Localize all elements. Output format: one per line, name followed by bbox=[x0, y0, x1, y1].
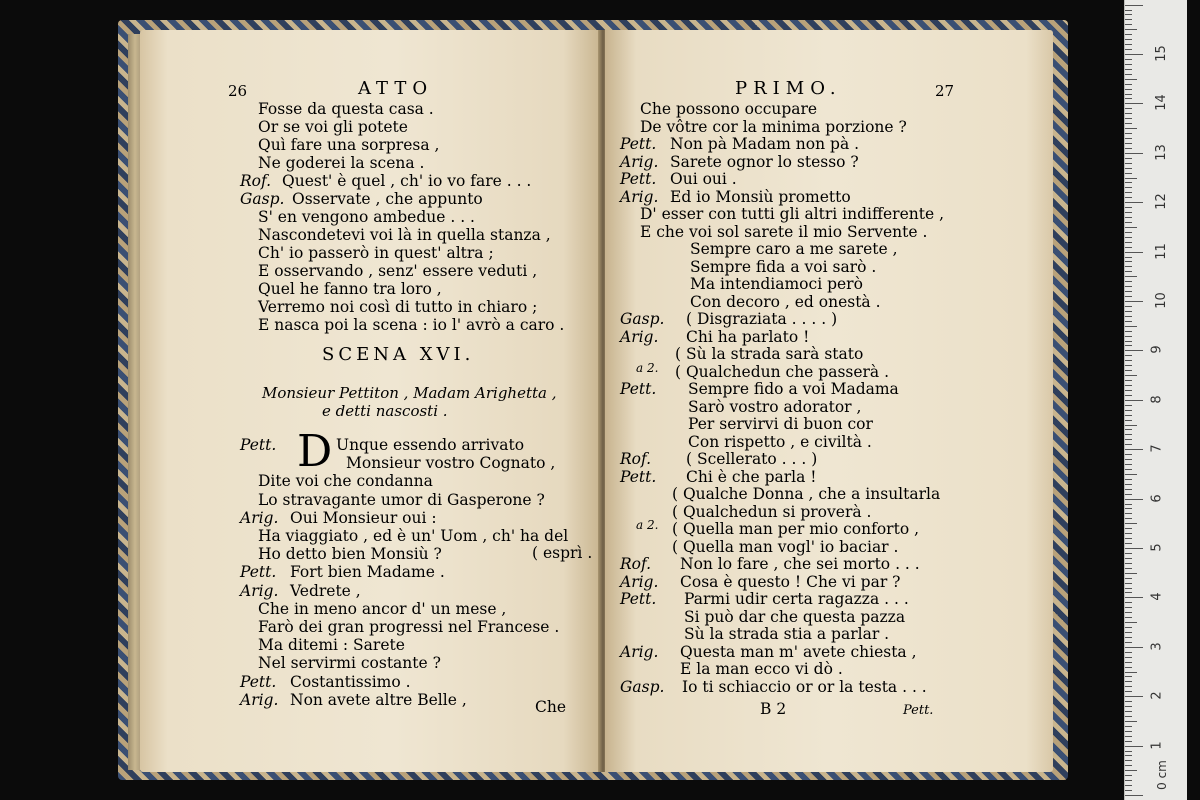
verse-line: Non pà Madam non pà . bbox=[670, 135, 860, 153]
speaker-label: Pett. bbox=[620, 380, 657, 398]
ruler-tick bbox=[1125, 607, 1132, 608]
verse-line: Chi è che parla ! bbox=[686, 467, 817, 486]
ruler-tick bbox=[1125, 657, 1132, 658]
ruler-tick bbox=[1125, 770, 1137, 771]
ruler-tick bbox=[1125, 375, 1137, 376]
ruler-tick bbox=[1125, 548, 1143, 549]
ruler-tick bbox=[1125, 523, 1137, 524]
verse-line: Quì fare una sorpresa , bbox=[258, 136, 440, 154]
ruler-tick bbox=[1125, 415, 1132, 416]
verse-line: Questa man m' avete chiesta , bbox=[680, 642, 917, 661]
ruler-tick bbox=[1125, 513, 1132, 514]
ruler-tick bbox=[1125, 686, 1132, 687]
verse-line: Farò dei gran progressi nel Francese . bbox=[258, 618, 560, 636]
ruler-tick bbox=[1125, 306, 1132, 307]
ruler-tick bbox=[1125, 755, 1132, 756]
ruler-tick bbox=[1125, 429, 1132, 430]
ruler-tick bbox=[1125, 627, 1132, 628]
verse-line: E nasca poi la scena : io l' avrò a caro . bbox=[258, 316, 565, 334]
verse-line: Chi ha parlato ! bbox=[686, 327, 810, 346]
verse-line: Lo stravagante umor di Gasperone ? bbox=[258, 490, 545, 509]
ruler-tick bbox=[1125, 207, 1132, 208]
ruler-tick bbox=[1125, 341, 1132, 342]
ruler-tick bbox=[1125, 148, 1132, 149]
ruler-tick bbox=[1125, 261, 1132, 262]
verse-line: Quest' è quel , ch' io vo fare . . . bbox=[282, 172, 532, 190]
ruler-tick bbox=[1125, 5, 1143, 6]
ruler-tick bbox=[1125, 390, 1132, 391]
ruler-tick bbox=[1125, 89, 1132, 90]
ruler-tick bbox=[1125, 138, 1132, 139]
ruler-number: 7 bbox=[1149, 444, 1165, 453]
verse-line: Osservate , che appunto bbox=[292, 190, 483, 208]
ruler-tick bbox=[1125, 775, 1132, 776]
ruler-number: 4 bbox=[1149, 592, 1165, 602]
ruler-tick bbox=[1125, 168, 1132, 169]
ruler-tick bbox=[1125, 563, 1132, 564]
ruler-number: 8 bbox=[1149, 395, 1165, 404]
ruler-tick bbox=[1125, 672, 1137, 673]
ruler-tick bbox=[1125, 69, 1132, 70]
ruler-number: 10 bbox=[1153, 292, 1169, 309]
verse-line: Oui Monsieur oui : bbox=[290, 508, 437, 527]
ruler-tick bbox=[1125, 395, 1132, 396]
ruler-number: 11 bbox=[1153, 242, 1169, 260]
speaker-label: Gasp. bbox=[620, 310, 665, 328]
verse-line: Ha viaggiato , ed è un' Uom , ch' ha del bbox=[258, 527, 569, 545]
ruler-tick bbox=[1125, 588, 1132, 589]
ruler-tick bbox=[1125, 736, 1132, 737]
ruler-tick bbox=[1125, 676, 1132, 677]
verse-line: Parmi udir certa ragazza . . . bbox=[684, 590, 909, 608]
ruler-tick bbox=[1125, 785, 1132, 786]
ruler-tick bbox=[1125, 345, 1132, 346]
verse-line: Che possono occupare bbox=[640, 100, 818, 118]
ruler-tick bbox=[1125, 98, 1132, 99]
drop-cap: D bbox=[297, 426, 333, 477]
ruler-tick bbox=[1125, 667, 1132, 668]
speaker-label: Arig. bbox=[240, 581, 279, 600]
ruler-tick bbox=[1125, 508, 1132, 509]
ruler-tick bbox=[1125, 222, 1132, 223]
ruler-tick bbox=[1125, 612, 1132, 613]
ruler-tick bbox=[1125, 568, 1132, 569]
verse-line: ( Scellerato . . . ) bbox=[686, 450, 818, 468]
ruler-tick bbox=[1125, 163, 1132, 164]
ruler-tick bbox=[1125, 311, 1132, 312]
ruler-tick bbox=[1125, 34, 1132, 35]
verse-line: Ne goderei la scena . bbox=[258, 154, 425, 172]
ruler-number: 15 bbox=[1153, 45, 1169, 62]
ruler-tick bbox=[1125, 178, 1137, 179]
verse-line: Con decoro , ed onestà . bbox=[690, 292, 881, 311]
ruler-tick bbox=[1125, 173, 1132, 174]
verse-line: Fort bien Madame . bbox=[290, 563, 445, 582]
verse-line: Unque essendo arrivato bbox=[336, 436, 525, 454]
ruler-tick bbox=[1125, 760, 1132, 761]
ruler-tick bbox=[1125, 543, 1132, 544]
ruler-number: 3 bbox=[1149, 642, 1165, 651]
ruler-tick bbox=[1125, 336, 1132, 337]
speaker-label: Gasp. bbox=[240, 190, 285, 208]
ruler-tick bbox=[1125, 187, 1132, 188]
speaker-label: Pett. bbox=[240, 436, 277, 454]
ruler-tick bbox=[1125, 425, 1137, 426]
verse-line: Nascondetevi voi là in quella stanza , bbox=[258, 226, 551, 244]
ruler-tick bbox=[1125, 331, 1132, 332]
scene-description: Monsieur Pettiton , Madam Arighetta , bbox=[262, 384, 557, 402]
ruler-tick bbox=[1125, 637, 1132, 638]
ruler-number: 12 bbox=[1153, 193, 1169, 210]
verse-line: Monsieur vostro Cognato , bbox=[346, 454, 556, 473]
ruler-tick bbox=[1125, 746, 1143, 747]
ruler-tick bbox=[1125, 642, 1132, 643]
ruler-tick bbox=[1125, 681, 1132, 682]
speaker-label: Arig. bbox=[240, 508, 279, 527]
ruler-tick bbox=[1125, 370, 1132, 371]
verse-line: Verremo noi così di tutto in chiaro ; bbox=[258, 298, 538, 316]
ruler-tick bbox=[1125, 499, 1143, 500]
ruler-tick bbox=[1125, 647, 1143, 648]
verse-line: Vedrete , bbox=[290, 581, 361, 600]
ruler-tick bbox=[1125, 454, 1132, 455]
ruler-tick bbox=[1125, 94, 1132, 95]
left-page-number: 26 bbox=[228, 82, 248, 100]
ruler-tick bbox=[1125, 217, 1132, 218]
speaker-label: Arig. bbox=[620, 187, 659, 206]
speaker-label: Pett. bbox=[620, 590, 657, 608]
verse-line: ( Quella man vogl' io baciar . bbox=[672, 537, 899, 556]
ruler-tick bbox=[1125, 696, 1143, 697]
speaker-label: Arig. bbox=[620, 152, 659, 171]
ruler-number: 1 bbox=[1149, 740, 1165, 750]
ruler-unit: 0 cm bbox=[1154, 760, 1169, 790]
ruler-tick bbox=[1125, 39, 1132, 40]
ruler-tick bbox=[1125, 24, 1132, 25]
ruler-tick bbox=[1125, 227, 1137, 228]
ruler-number: 9 bbox=[1149, 345, 1165, 355]
speaker-label: Rof. bbox=[620, 450, 652, 468]
verse-line: Ma intendiamoci però bbox=[690, 275, 863, 293]
ruler-number: 6 bbox=[1149, 493, 1165, 503]
ruler-tick bbox=[1125, 54, 1143, 55]
ruler-tick bbox=[1125, 257, 1132, 258]
speaker-label: Pett. bbox=[620, 135, 657, 153]
ruler-tick bbox=[1125, 271, 1132, 272]
verse-line: ( Quella man per mio conforto , bbox=[672, 520, 920, 538]
ruler-tick bbox=[1125, 291, 1132, 292]
ruler-tick bbox=[1125, 449, 1143, 450]
ruler-tick bbox=[1125, 286, 1132, 287]
ruler-tick bbox=[1125, 385, 1132, 386]
ruler-tick bbox=[1125, 316, 1132, 317]
ruler-tick bbox=[1125, 464, 1132, 465]
ruler-tick bbox=[1125, 182, 1132, 183]
verse-line: Quel he fanno tra loro , bbox=[258, 280, 442, 298]
verse-line: Ho detto bien Monsiù ? bbox=[258, 545, 442, 564]
ruler-tick bbox=[1125, 252, 1143, 253]
ruler-tick bbox=[1125, 202, 1143, 203]
verse-line: Or se voi gli potete bbox=[258, 118, 408, 136]
ruler-tick bbox=[1125, 420, 1132, 421]
ruler-tick bbox=[1125, 701, 1132, 702]
verse-line: S' en vengono ambedue . . . bbox=[258, 208, 475, 226]
ruler-tick bbox=[1125, 617, 1132, 618]
a2-label: a 2. bbox=[636, 518, 659, 532]
ruler-tick bbox=[1125, 632, 1132, 633]
ruler-tick bbox=[1125, 242, 1132, 243]
ruler-tick bbox=[1125, 652, 1132, 653]
ruler-tick bbox=[1125, 444, 1132, 445]
ruler-tick bbox=[1125, 434, 1132, 435]
verse-line: ( Qualchedun si proverà . bbox=[672, 502, 872, 521]
ruler-tick bbox=[1125, 716, 1132, 717]
ruler-tick bbox=[1125, 296, 1132, 297]
ruler-tick bbox=[1125, 301, 1143, 302]
verse-line: E che voi sol sarete il mio Servente . bbox=[640, 222, 928, 241]
verse-line: Si può dar che questa pazza bbox=[684, 607, 906, 626]
scene-description-2: e detti nascosti . bbox=[322, 402, 448, 420]
speaker-label: Arig. bbox=[620, 327, 659, 346]
ruler-tick bbox=[1125, 533, 1132, 534]
ruler-tick bbox=[1125, 439, 1132, 440]
verse-line: Ch' io passerò in quest' altra ; bbox=[258, 244, 494, 262]
ruler-tick bbox=[1125, 360, 1132, 361]
ruler-tick bbox=[1125, 741, 1132, 742]
verse-line: Con rispetto , e civiltà . bbox=[688, 432, 872, 451]
ruler-tick bbox=[1125, 558, 1132, 559]
verse-line: Sù la strada stia a parlar . bbox=[684, 625, 890, 643]
right-page-number: 27 bbox=[935, 82, 955, 100]
signature-mark: B 2 bbox=[760, 700, 787, 718]
ruler-tick bbox=[1125, 469, 1132, 470]
ruler-tick bbox=[1125, 706, 1132, 707]
speaker-label: Arig. bbox=[620, 642, 659, 661]
ruler-tick bbox=[1125, 459, 1132, 460]
ruler-tick bbox=[1125, 780, 1132, 781]
ruler-tick bbox=[1125, 133, 1132, 134]
ruler-tick bbox=[1125, 602, 1132, 603]
ruler-number: 14 bbox=[1153, 94, 1169, 112]
ruler-tick bbox=[1125, 64, 1132, 65]
ruler-number: 2 bbox=[1149, 691, 1165, 700]
ruler-tick bbox=[1125, 237, 1132, 238]
ruler-tick bbox=[1125, 380, 1132, 381]
verse-line: E osservando , senz' essere veduti , bbox=[258, 262, 538, 280]
verse-line: Nel servirmi costante ? bbox=[258, 654, 441, 673]
right-running-head: PRIMO. bbox=[735, 78, 842, 99]
verse-line: Cosa è questo ! Che vi par ? bbox=[680, 572, 901, 591]
verse-line: ( Sù la strada sarà stato bbox=[675, 345, 864, 363]
ruler-tick bbox=[1125, 622, 1137, 623]
ruler-tick bbox=[1125, 400, 1143, 401]
measurement-ruler bbox=[1124, 0, 1187, 800]
ruler-tick bbox=[1125, 474, 1137, 475]
speaker-label: Rof. bbox=[620, 555, 652, 573]
ruler-tick bbox=[1125, 528, 1132, 529]
verse-line: Ed io Monsiù prometto bbox=[670, 187, 851, 206]
ruler-tick bbox=[1125, 143, 1132, 144]
ruler-tick bbox=[1125, 479, 1132, 480]
verse-line: Io ti schiaccio or or la testa . . . bbox=[682, 677, 927, 696]
ruler-tick bbox=[1125, 281, 1132, 282]
verse-line: Sarò vostro adorator , bbox=[688, 397, 862, 416]
ruler-tick bbox=[1125, 19, 1132, 20]
ruler-tick bbox=[1125, 197, 1132, 198]
ruler-tick bbox=[1125, 494, 1132, 495]
verse-line: Che in meno ancor d' un mese , bbox=[258, 599, 507, 618]
verse-line: Sempre caro a me sarete , bbox=[690, 240, 898, 258]
speaker-label: Gasp. bbox=[620, 677, 665, 696]
verse-line: ( Disgraziata . . . . ) bbox=[686, 310, 838, 328]
ruler-tick bbox=[1125, 355, 1132, 356]
ruler-tick bbox=[1125, 504, 1132, 505]
ruler-tick bbox=[1125, 59, 1132, 60]
right-catchword: Pett. bbox=[903, 703, 934, 718]
ruler-tick bbox=[1125, 232, 1132, 233]
speaker-label: Pett. bbox=[240, 672, 277, 691]
ruler-tick bbox=[1125, 365, 1132, 366]
a2-label: a 2. bbox=[636, 361, 659, 375]
ruler-tick bbox=[1125, 597, 1143, 598]
verse-line: Dite voi che condanna bbox=[258, 472, 433, 491]
ruler-tick bbox=[1125, 726, 1132, 727]
ruler-tick bbox=[1125, 578, 1132, 579]
verse-line: Costantissimo . bbox=[290, 672, 411, 691]
ruler-number: 13 bbox=[1153, 144, 1169, 161]
ruler-tick bbox=[1125, 484, 1132, 485]
verse-line: Fosse da questa casa . bbox=[258, 100, 434, 118]
verse-line: ( Qualche Donna , che a insultarla bbox=[672, 485, 941, 503]
ruler-tick bbox=[1125, 350, 1143, 351]
ruler-tick bbox=[1125, 321, 1132, 322]
ruler-tick bbox=[1125, 721, 1137, 722]
ruler-tick bbox=[1125, 158, 1132, 159]
ruler-tick bbox=[1125, 113, 1132, 114]
ruler-tick bbox=[1125, 74, 1132, 75]
ruler-tick bbox=[1125, 266, 1132, 267]
ruler-tick bbox=[1125, 108, 1132, 109]
ruler-tick bbox=[1125, 326, 1137, 327]
ruler-tick bbox=[1125, 405, 1132, 406]
left-running-head: ATTO bbox=[358, 78, 434, 99]
ruler-tick bbox=[1125, 49, 1132, 50]
ruler-tick bbox=[1125, 765, 1132, 766]
ruler-tick bbox=[1125, 790, 1132, 791]
ruler-tick bbox=[1125, 123, 1132, 124]
verse-line: Per servirvi di buon cor bbox=[688, 415, 873, 433]
ruler-tick bbox=[1125, 691, 1132, 692]
ruler-tick bbox=[1125, 592, 1132, 593]
verse-line: Oui oui . bbox=[670, 170, 737, 188]
espri-text: ( esprì . bbox=[532, 544, 593, 562]
verse-line: Sempre fida a voi sarò . bbox=[690, 257, 877, 276]
verse-line: Sempre fido a voi Madama bbox=[688, 380, 899, 398]
ruler-tick bbox=[1125, 247, 1132, 248]
ruler-tick bbox=[1125, 573, 1137, 574]
ruler-tick bbox=[1125, 583, 1132, 584]
ruler-tick bbox=[1125, 153, 1143, 154]
ruler-tick bbox=[1125, 410, 1132, 411]
ruler-tick bbox=[1125, 662, 1132, 663]
ruler-tick bbox=[1125, 14, 1132, 15]
speaker-label: Pett. bbox=[240, 563, 277, 582]
ruler-number: 5 bbox=[1149, 543, 1165, 552]
ruler-tick bbox=[1125, 10, 1132, 11]
ruler-tick bbox=[1125, 103, 1143, 104]
verse-line: Ma ditemi : Sarete bbox=[258, 636, 405, 655]
ruler-tick bbox=[1125, 751, 1132, 752]
left-catchword: Che bbox=[535, 698, 567, 716]
speaker-label: Pett. bbox=[620, 170, 657, 188]
speaker-label: Arig. bbox=[240, 690, 279, 709]
ruler-tick bbox=[1125, 128, 1137, 129]
verse-line: D' esser con tutti gli altri indifferente , bbox=[640, 205, 944, 223]
ruler-tick bbox=[1125, 212, 1132, 213]
ruler-tick bbox=[1125, 84, 1132, 85]
ruler-tick bbox=[1125, 192, 1132, 193]
ruler-tick bbox=[1125, 489, 1132, 490]
verse-line: De vôtre cor la minima porzione ? bbox=[640, 117, 907, 136]
ruler-tick bbox=[1125, 553, 1132, 554]
speaker-label: Pett. bbox=[620, 467, 657, 486]
ruler-tick bbox=[1125, 118, 1132, 119]
ruler-tick bbox=[1125, 29, 1137, 30]
ruler-tick bbox=[1125, 79, 1137, 80]
scene-title: SCENA XVI. bbox=[322, 344, 475, 365]
speaker-label: Arig. bbox=[620, 572, 659, 591]
speaker-label: Rof. bbox=[240, 172, 272, 190]
verse-line: Non lo fare , che sei morto . . . bbox=[680, 555, 920, 573]
ruler-tick bbox=[1125, 731, 1132, 732]
ruler-tick bbox=[1125, 711, 1132, 712]
verse-line: E la man ecco vi dò . bbox=[680, 660, 843, 678]
ruler-tick bbox=[1125, 44, 1132, 45]
ruler-tick bbox=[1125, 795, 1143, 796]
verse-line: Sarete ognor lo stesso ? bbox=[670, 152, 859, 171]
ruler-tick bbox=[1125, 276, 1137, 277]
ruler-tick bbox=[1125, 518, 1132, 519]
verse-line: Non avete altre Belle , bbox=[290, 690, 467, 709]
ruler-tick bbox=[1125, 538, 1132, 539]
verse-line: ( Qualchedun che passerà . bbox=[675, 362, 890, 381]
